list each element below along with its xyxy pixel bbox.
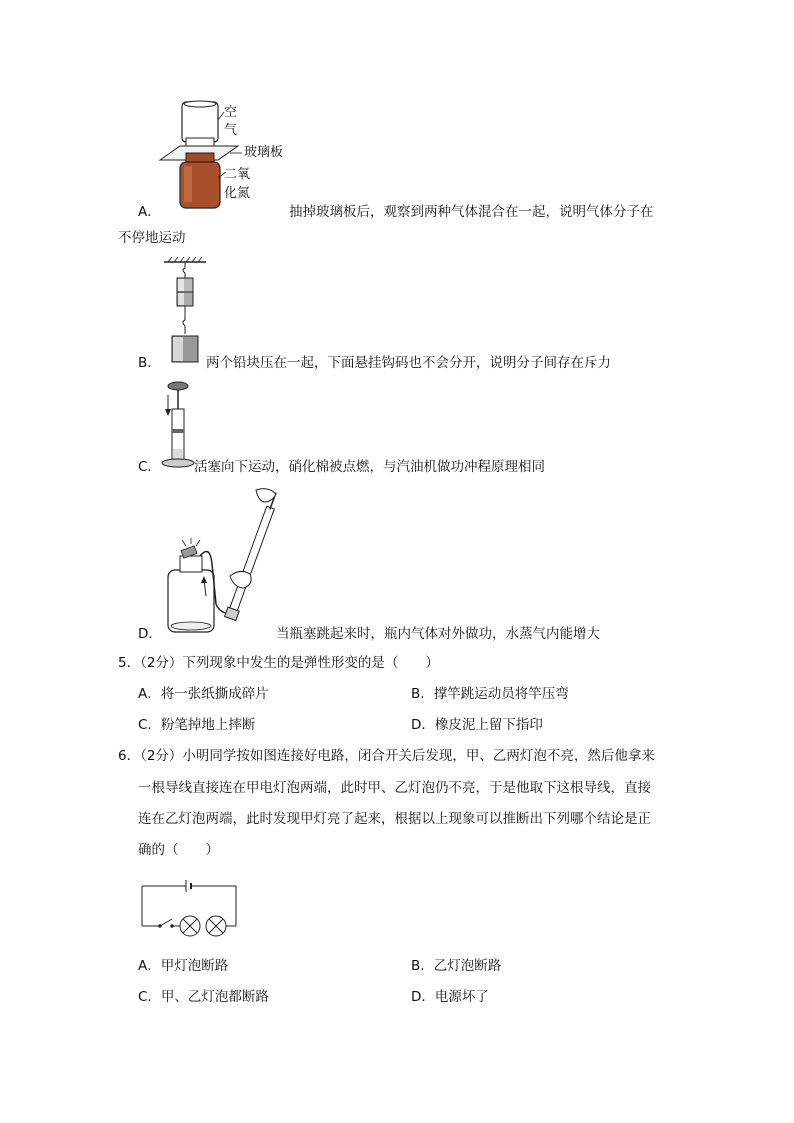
q6-option-b: B．乙灯泡断路 [411,958,502,974]
piston-cylinder-figure [160,381,196,469]
q5-option-d: D．橡皮泥上留下指印 [411,717,543,733]
label-glass-plate: 玻璃板 [244,145,284,160]
q6-stem-line3: 连在乙灯泡两端，此时发现甲灯亮了起来，根据以上现象可以推断出下列哪个结论是正 [138,811,651,827]
option-c-text: 活塞向下运动，硝化棉被点燃，与汽油机做功冲程原理相同 [194,459,545,475]
label-no2-2: 化氮 [224,186,251,201]
option-letter-a: A． [138,204,161,220]
label-air-1: 空 [224,105,238,120]
q6-option-d: D．电源坏了 [411,989,489,1005]
q5-option-b: B．撑竿跳运动员将竿压弯 [411,686,569,702]
option-d-text: 当瓶塞跳起来时，瓶内气体对外做功，水蒸气内能增大 [276,626,600,642]
option-letter-b: B． [138,355,161,371]
q5-option-c: C．粉笔掉地上摔断 [138,717,256,733]
option-b-text: 两个铅块压在一起，下面悬挂钩码也不会分开，说明分子间存在斥力 [206,355,611,371]
q5-option-a: A．将一张纸撕成碎片 [138,686,269,702]
circuit-diagram [138,874,242,938]
q6-option-c: C．甲、乙灯泡都断路 [138,989,269,1005]
q6-option-a: A．甲灯泡断路 [138,958,229,974]
bottle-pump-figure [160,484,280,640]
option-a-text-line1: 抽掉玻璃板后，观察到两种气体混合在一起，说明气体分子在 [289,204,654,220]
option-letter-c: C． [138,459,161,475]
lead-blocks-figure [160,256,210,366]
label-no2-1: 二氧 [224,167,251,182]
q6-stem-line1: 6．（2分）小明同学按如图连接好电路，闭合开关后发现，甲、乙两灯泡不亮，然后他拿来 [118,748,655,764]
q6-stem-line4: 确的（ ） [138,842,219,858]
label-air-2: 气 [224,123,238,138]
option-a-text-line2: 不停地运动 [118,230,186,246]
q6-stem-line2: 一根导线直接连在甲电灯泡两端，此时甲、乙灯泡仍不亮，于是他取下这根导线，直接 [138,780,651,796]
q5-stem: 5．（2分）下列现象中发生的是弹性形变的是（ ） [118,655,439,671]
option-letter-d: D． [138,626,162,642]
